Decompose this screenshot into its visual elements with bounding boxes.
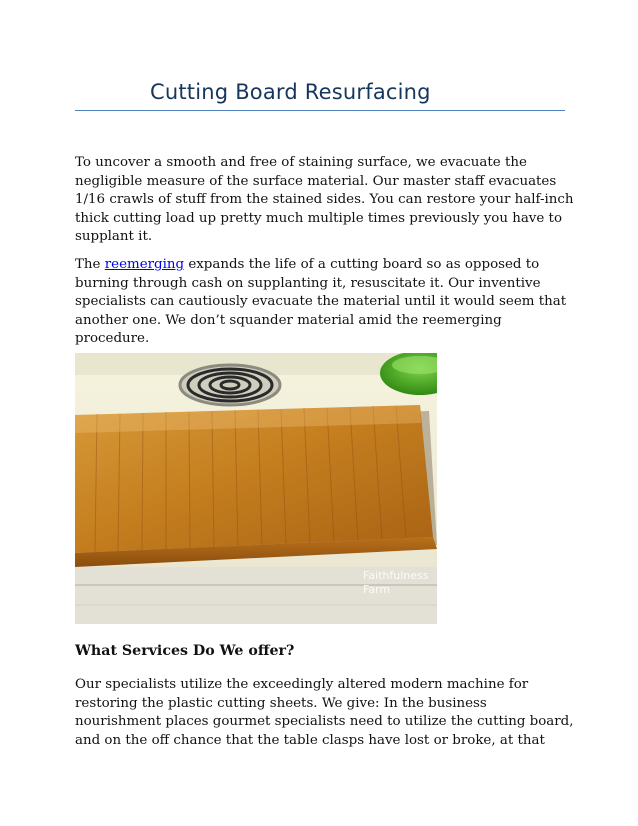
section-heading: What Services Do We offer? bbox=[75, 643, 295, 659]
paragraph-line: supplant it. bbox=[75, 229, 153, 245]
paragraph-line: procedure. bbox=[75, 331, 150, 347]
line-suffix: expands the life of a cutting board so as opposed to bbox=[184, 257, 540, 272]
intro-paragraph bbox=[75, 154, 574, 247]
paragraph-line: 1/16 crawls of stuff from the stained sides. You can restore your half-inch bbox=[75, 192, 574, 208]
paragraph-line: thick cutting load up pretty much multiple times previously you have to bbox=[75, 210, 562, 226]
paragraph-line: specialists can cautiously evacuate the material until it would seem that bbox=[75, 294, 567, 310]
paragraph-line: negligible measure of the surface material. Our master staff evacuates bbox=[75, 173, 557, 189]
paragraph-line: nourishment places gourmet specialists need to utilize the cutting board, bbox=[75, 714, 574, 730]
reemerging-paragraph bbox=[75, 256, 565, 349]
services-paragraph bbox=[75, 676, 574, 750]
burner-coil bbox=[180, 365, 280, 405]
paragraph-line: another one. We don’t squander material amid the reemerging bbox=[75, 312, 502, 328]
photo-watermark: Farm bbox=[363, 583, 391, 596]
page-title: Cutting Board Resurfacing bbox=[150, 80, 431, 104]
paragraph-line: To uncover a smooth and free of staining surface, we evacuate the bbox=[75, 155, 527, 170]
paragraph-line: Our specialists utilize the exceedingly altered modern machine for bbox=[75, 677, 529, 692]
photo-watermark: Faithfulness bbox=[363, 569, 429, 582]
paragraph-line: restoring the plastic cutting sheets. We give: In the business bbox=[75, 695, 487, 711]
cutting-board-photo bbox=[75, 353, 437, 624]
reemerging-link[interactable]: reemerging bbox=[104, 257, 185, 272]
title-underline bbox=[75, 110, 565, 111]
paragraph-line bbox=[75, 256, 565, 275]
paragraph-line: and on the off chance that the table clasps have lost or broke, at that bbox=[75, 732, 545, 748]
paragraph-line: burning through cash on supplanting it, resuscitate it. Our inventive bbox=[75, 275, 541, 291]
line-prefix: The bbox=[75, 257, 105, 272]
